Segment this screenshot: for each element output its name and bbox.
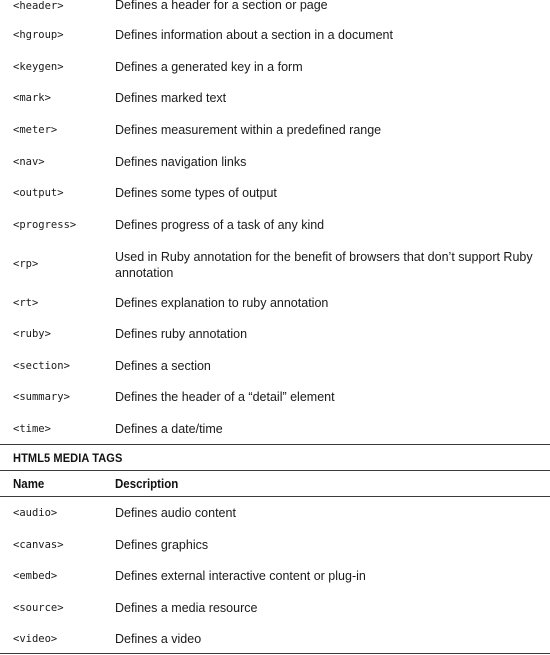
tag-name: <output> — [13, 187, 64, 199]
tag-description: Defines progress of a task of any kind — [115, 218, 325, 232]
tag-description: Defines a media resource — [115, 601, 258, 615]
tag-name: <hgroup> — [13, 29, 64, 41]
tag-description: Defines some types of output — [115, 186, 277, 200]
column-header-divider — [0, 496, 550, 497]
tag-name: <header> — [13, 0, 64, 12]
tag-name: <keygen> — [13, 61, 64, 73]
tag-description: Defines measurement within a predefined range — [115, 123, 382, 137]
tag-description: Defines information about a section in a document — [115, 28, 393, 42]
tag-name: <audio> — [13, 507, 58, 519]
tag-description: Defines a video — [115, 632, 202, 646]
tag-name: <video> — [13, 633, 58, 645]
tag-description: Defines a date/time — [115, 422, 223, 436]
tag-description: Defines the header of a “detail” element — [115, 390, 335, 404]
tag-name: <nav> — [13, 156, 45, 168]
table-bottom-rule — [0, 653, 550, 654]
tag-name: <progress> — [13, 219, 77, 231]
tag-name: <rp> — [13, 258, 39, 270]
tag-name: <rt> — [13, 297, 39, 309]
section-title: HTML5 MEDIA TAGS — [13, 451, 123, 465]
tag-description: Defines graphics — [115, 538, 209, 552]
tag-name: <source> — [13, 602, 64, 614]
tag-description: Used in Ruby annotation for the benefit of browsers that don’t support Ruby annotation — [115, 250, 533, 280]
tag-name: <time> — [13, 423, 51, 435]
column-header-name: Name — [13, 477, 45, 491]
tag-description: Defines marked text — [115, 91, 227, 105]
tag-description: Defines external interactive content or plug-in — [115, 569, 366, 583]
tag-description: Defines a section — [115, 359, 211, 373]
section-title-divider — [0, 470, 550, 471]
tag-description: Defines ruby annotation — [115, 327, 248, 341]
tag-name: <embed> — [13, 570, 58, 582]
tag-description: Defines a header for a section or page — [115, 0, 328, 12]
tag-name: <ruby> — [13, 328, 51, 340]
column-header-description: Description — [115, 477, 179, 491]
tag-description: Defines explanation to ruby annotation — [115, 296, 329, 310]
tag-description: Defines audio content — [115, 506, 236, 520]
tag-name: <canvas> — [13, 539, 64, 551]
table-row — [0, 0, 550, 20]
tag-name: <meter> — [13, 124, 58, 136]
tag-name: <mark> — [13, 92, 51, 104]
tag-name: <section> — [13, 360, 70, 372]
section-divider — [0, 444, 550, 445]
tag-description: Defines a generated key in a form — [115, 60, 303, 74]
tag-name: <summary> — [13, 391, 70, 403]
tag-description: Defines navigation links — [115, 155, 247, 169]
